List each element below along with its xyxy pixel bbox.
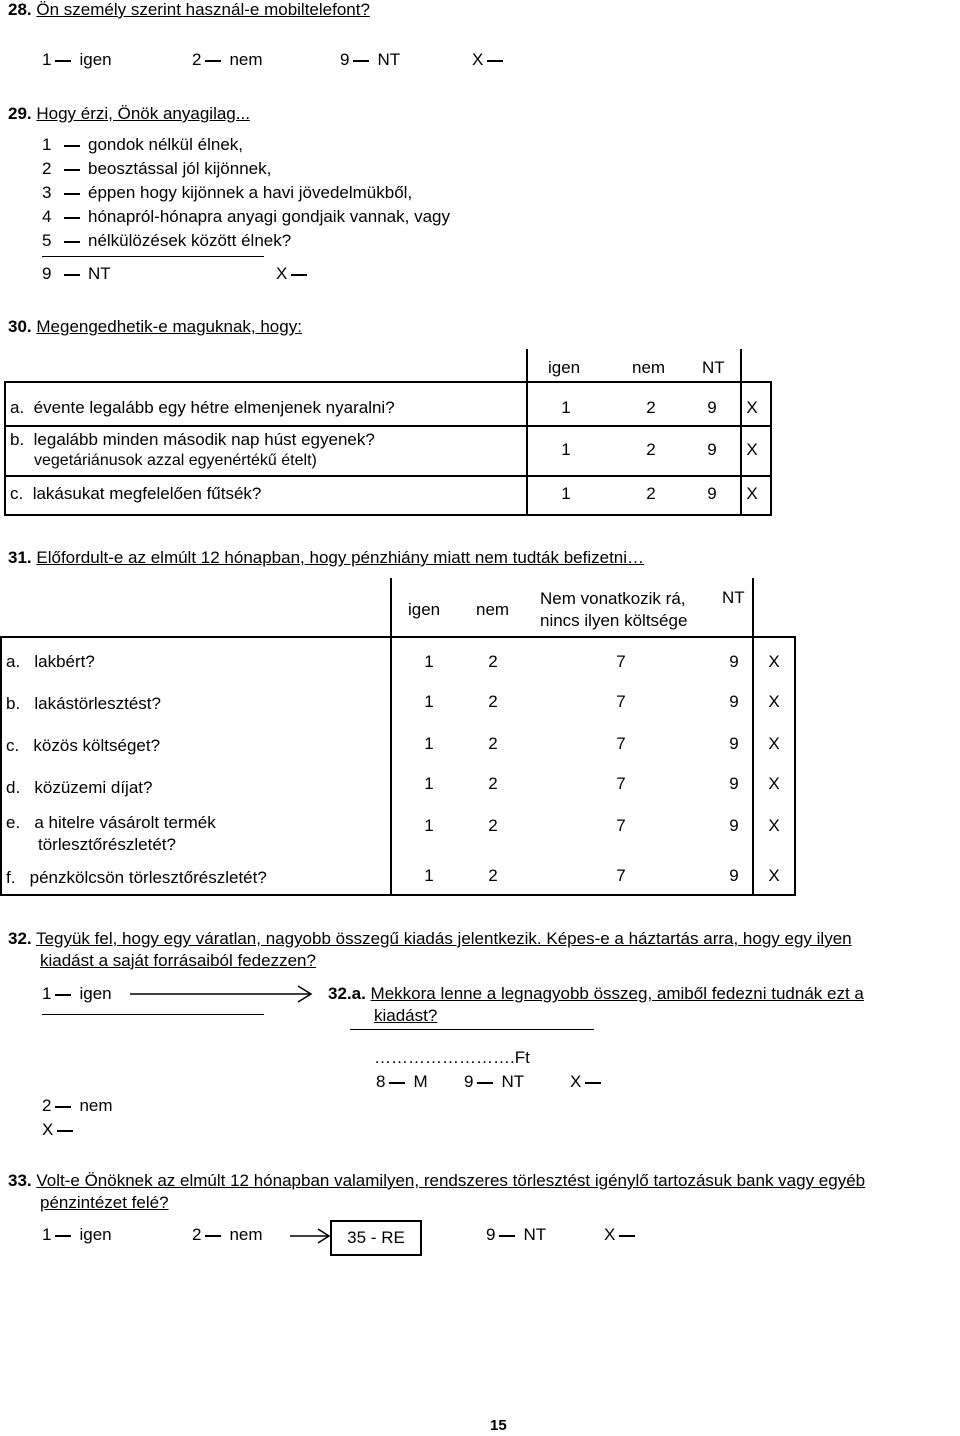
- q33-title-line1: [8, 1171, 865, 1191]
- q30-row-b-code-2[interactable]: 2: [646, 440, 656, 459]
- q31-row-f-code-7[interactable]: 7: [616, 866, 626, 885]
- q31-number: 31.: [8, 548, 32, 567]
- q32a-code-8-code: 8: [376, 1072, 386, 1091]
- q31-row-e-code-2[interactable]: 2: [488, 816, 498, 835]
- q28-option-x-code: X: [472, 50, 484, 69]
- dash-icon: [64, 169, 80, 171]
- q30-row-b-code-9[interactable]: 9: [707, 440, 717, 459]
- q29-option-3[interactable]: [42, 183, 412, 203]
- q30-row-b-letter: b.: [10, 430, 25, 449]
- q31-header-nincs-koltseg: nincs ilyen költsége: [540, 611, 688, 630]
- q30-row-a-letter: a.: [10, 398, 25, 417]
- q31-row-c-letter: c.: [6, 736, 20, 755]
- q33-option-2[interactable]: [192, 1225, 263, 1245]
- q29-number: 29.: [8, 104, 32, 123]
- q31-row-e-text2: törlesztőrészletét?: [38, 835, 176, 854]
- q29-option-4[interactable]: [42, 207, 450, 227]
- q31-row-f-code-9[interactable]: 9: [729, 866, 739, 885]
- q31-row-b-code-1[interactable]: 1: [424, 692, 434, 711]
- dash-icon: [64, 241, 80, 243]
- q32a-code-x-code: X: [570, 1072, 582, 1091]
- q31-row-f-code-1[interactable]: 1: [424, 866, 434, 885]
- q28-option-1-code: 1: [42, 50, 52, 69]
- q30-table-line: [526, 349, 528, 381]
- q29-option-4-code: 4: [42, 207, 52, 226]
- q29-option-9-label: NT: [88, 264, 111, 283]
- q28-option-9-code: 9: [340, 50, 350, 69]
- q32a-code-8[interactable]: [376, 1072, 428, 1092]
- q31-table-line: [390, 636, 392, 894]
- q31-row-b-code-x[interactable]: X: [768, 692, 780, 711]
- q30-title: [8, 317, 302, 337]
- dash-icon: [585, 1082, 601, 1084]
- dash-icon: [487, 60, 503, 62]
- q31-row-a-letter: a.: [6, 652, 21, 671]
- q31-row-f-letter: f.: [6, 868, 16, 887]
- q31-row-e-code-x[interactable]: X: [768, 816, 780, 835]
- dash-icon: [477, 1082, 493, 1084]
- dash-icon: [619, 1235, 635, 1237]
- q31-row-e-code-7[interactable]: 7: [616, 816, 626, 835]
- q30-row-a-code-9[interactable]: 9: [707, 398, 717, 417]
- q31-header-nt: NT: [722, 588, 745, 607]
- dash-icon: [291, 274, 307, 276]
- q31-row-b-text: lakástörlesztést?: [34, 694, 161, 713]
- page-number: 15: [490, 1417, 507, 1434]
- q32-text1: Tegyük fel, hogy egy váratlan, nagyobb összegű kiadás jelentkezik. Képes-e a háztartás arra, hogy egy ilyen: [36, 929, 852, 948]
- q30-header-nt: NT: [702, 358, 725, 377]
- q29-option-1-label: gondok nélkül élnek,: [88, 135, 244, 154]
- q31-row-d-letter: d.: [6, 778, 21, 797]
- q31-row-e: [6, 813, 216, 833]
- q28-option-9[interactable]: [340, 50, 400, 70]
- q32-option-1-code: 1: [42, 984, 52, 1003]
- q28-text: Ön személy szerint használ-e mobiltelefont?: [36, 0, 370, 19]
- q32-option-1[interactable]: [42, 984, 112, 1004]
- q32a-text2: kiadást?: [374, 1006, 438, 1025]
- q30-row-a-code-1[interactable]: 1: [561, 398, 571, 417]
- q31-row-c-code-1[interactable]: 1: [424, 734, 434, 753]
- q32-title-line1: [8, 929, 852, 949]
- q31-row-d-code-7[interactable]: 7: [616, 774, 626, 793]
- dash-icon: [55, 994, 71, 996]
- q31-row-e-letter: e.: [6, 813, 21, 832]
- q32a-title-line1: [328, 984, 864, 1004]
- q30-row-c-code-1[interactable]: 1: [561, 484, 571, 503]
- q30-row-b-text2: vegetáriánusok azzal egyenértékű ételt): [34, 452, 317, 469]
- q32a-separator: [350, 1029, 594, 1030]
- q33-option-x[interactable]: [604, 1225, 643, 1245]
- q32-number: 32.: [8, 929, 32, 948]
- q32a-code-8-label: M: [413, 1072, 428, 1091]
- q29-option-9-code: 9: [42, 264, 52, 283]
- q31-row-a-code-2[interactable]: 2: [488, 652, 498, 671]
- q31-row-d: [6, 778, 152, 798]
- q32-option-x[interactable]: [42, 1120, 81, 1140]
- q30-table-line: [740, 349, 742, 381]
- q31-row-a: [6, 652, 95, 672]
- q30-row-c-letter: c.: [10, 484, 24, 503]
- q28-option-2-code: 2: [192, 50, 202, 69]
- q31-row-a-code-7[interactable]: 7: [616, 652, 626, 671]
- q31-row-b-code-9[interactable]: 9: [729, 692, 739, 711]
- q29-option-9[interactable]: [42, 264, 111, 284]
- q31-row-b-code-2[interactable]: 2: [488, 692, 498, 711]
- q29-option-5-code: 5: [42, 231, 52, 250]
- q31-row-e-code-9[interactable]: 9: [729, 816, 739, 835]
- dash-icon: [55, 1106, 71, 1108]
- q30-row-c-text: lakásukat megfelelően fűtsék?: [32, 484, 262, 503]
- q30-table-line: [526, 381, 528, 514]
- q30-row-c-code-x[interactable]: X: [746, 484, 758, 503]
- q29-option-5-label: nélkülözések között élnek?: [88, 231, 292, 250]
- dash-icon: [55, 1235, 71, 1237]
- q31-row-e-code-1[interactable]: 1: [424, 816, 434, 835]
- q33-option-x-code: X: [604, 1225, 616, 1244]
- q28-option-2[interactable]: [192, 50, 263, 70]
- q29-option-2-label: beosztással jól kijönnek,: [88, 159, 272, 178]
- q30-row-b-code-1[interactable]: 1: [561, 440, 571, 459]
- q33-option-1-code: 1: [42, 1225, 52, 1244]
- q32a-text1: Mekkora lenne a legnagyobb összeg, amiből fedezni tudnák ezt a: [370, 984, 864, 1003]
- q29-option-1[interactable]: [42, 135, 243, 155]
- q32-separator: [42, 1014, 264, 1015]
- arrow-right-icon: [130, 984, 316, 1004]
- q31-row-f: [6, 868, 267, 888]
- dash-icon: [64, 145, 80, 147]
- q31-row-d-text: közüzemi díjat?: [34, 778, 153, 797]
- q32a-number: 32.a.: [328, 984, 366, 1003]
- q31-table: [0, 636, 796, 896]
- q33-number: 33.: [8, 1171, 32, 1190]
- dash-icon: [64, 274, 80, 276]
- q33-text2: pénzintézet felé?: [40, 1193, 169, 1212]
- q30-text: Megengedhetik-e maguknak, hogy:: [36, 317, 302, 336]
- q32a-code-9-code: 9: [464, 1072, 474, 1091]
- q32-option-2-code: 2: [42, 1096, 52, 1115]
- q31-table-line: [390, 578, 392, 636]
- dash-icon: [499, 1235, 515, 1237]
- q31-row-d-code-2[interactable]: 2: [488, 774, 498, 793]
- dash-icon: [57, 1130, 73, 1132]
- q31-row-c-code-x[interactable]: X: [768, 734, 780, 753]
- dash-icon: [64, 217, 80, 219]
- dash-icon: [353, 60, 369, 62]
- q30-row-b-text: legalább minden második nap húst egyenek?: [33, 430, 375, 449]
- q31-row-f-text: pénzkölcsön törlesztőrészletét?: [29, 868, 267, 887]
- q31-row-a-text: lakbért?: [34, 652, 95, 671]
- q30-row-c-code-9[interactable]: 9: [707, 484, 717, 503]
- q31-row-d-code-x[interactable]: X: [768, 774, 780, 793]
- q29-separator: [42, 256, 264, 257]
- q30-row-b-code-x[interactable]: X: [746, 440, 758, 459]
- q32-text2: kiadást a saját forrásaiból fedezzen?: [40, 951, 316, 970]
- q31-header-igen: igen: [408, 600, 441, 619]
- q29-option-5[interactable]: [42, 231, 291, 251]
- arrow-right-icon: [290, 1226, 334, 1246]
- q33-jump-box: 35 - RE: [330, 1220, 422, 1256]
- q28-title: [8, 0, 370, 20]
- q31-row-f-code-2[interactable]: 2: [488, 866, 498, 885]
- dash-icon: [389, 1082, 405, 1084]
- q29-option-x-code: X: [276, 264, 288, 283]
- q28-option-1[interactable]: [42, 50, 112, 70]
- q32a-code-9-label: NT: [501, 1072, 525, 1091]
- q33-text1: Volt-e Önöknek az elmúlt 12 hónapban valamilyen, rendszeres törlesztést igénylő tartozásuk bank vagy egyéb: [36, 1171, 866, 1190]
- q28-option-9-label: NT: [377, 50, 401, 69]
- q30-row-separator: [4, 425, 770, 427]
- q32-option-2-label: nem: [79, 1096, 113, 1115]
- q31-table-line: [752, 636, 754, 894]
- q28-option-x[interactable]: [472, 50, 511, 70]
- q33-option-9-code: 9: [486, 1225, 496, 1244]
- q33-option-2-label: nem: [229, 1225, 263, 1244]
- dash-icon: [55, 60, 71, 62]
- q31-row-b-code-7[interactable]: 7: [616, 692, 626, 711]
- q29-option-3-code: 3: [42, 183, 52, 202]
- q33-option-2-code: 2: [192, 1225, 202, 1244]
- q32a-amount-field[interactable]: …………………….Ft: [374, 1048, 530, 1067]
- q30-number: 30.: [8, 317, 32, 336]
- q29-text: Hogy érzi, Önök anyagilag...: [36, 104, 250, 123]
- q28-option-2-label: nem: [229, 50, 263, 69]
- q29-option-2-code: 2: [42, 159, 52, 178]
- q33-option-9[interactable]: [486, 1225, 546, 1245]
- q29-option-1-code: 1: [42, 135, 52, 154]
- q32-option-2[interactable]: [42, 1096, 113, 1116]
- q30-row-a-code-x[interactable]: X: [746, 398, 758, 417]
- q31-row-a-code-9[interactable]: 9: [729, 652, 739, 671]
- q29-option-2[interactable]: [42, 159, 271, 179]
- dash-icon: [205, 60, 221, 62]
- dash-icon: [64, 193, 80, 195]
- q32a-code-9[interactable]: [464, 1072, 524, 1092]
- q29-option-4-label: hónapról-hónapra anyagi gondjaik vannak, vagy: [88, 207, 450, 226]
- q32a-code-x[interactable]: [570, 1072, 609, 1092]
- q31-text: Előfordult-e az elmúlt 12 hónapban, hogy pénzhiány miatt nem tudták befizetni…: [36, 548, 645, 567]
- q30-row-c: [10, 484, 261, 504]
- q33-option-1[interactable]: [42, 1225, 112, 1245]
- q30-row-separator: [4, 475, 770, 477]
- q31-row-a-code-1[interactable]: 1: [424, 652, 434, 671]
- q28-number: 28.: [8, 0, 32, 19]
- q33-option-9-label: NT: [523, 1225, 547, 1244]
- q29-option-3-label: éppen hogy kijönnek a havi jövedelmükből,: [88, 183, 413, 202]
- q29-title: [8, 104, 250, 124]
- q31-row-c-code-7[interactable]: 7: [616, 734, 626, 753]
- q31-header-nem: nem: [476, 600, 510, 619]
- q29-option-x[interactable]: [276, 264, 315, 284]
- q31-row-c: [6, 736, 160, 756]
- q30-row-b: [10, 430, 375, 450]
- q28-option-1-label: igen: [79, 50, 112, 69]
- q31-row-c-code-9[interactable]: 9: [729, 734, 739, 753]
- q31-row-d-code-1[interactable]: 1: [424, 774, 434, 793]
- q31-table-line: [752, 578, 754, 636]
- q30-header-igen: igen: [548, 358, 581, 377]
- q31-row-c-code-2[interactable]: 2: [488, 734, 498, 753]
- q31-title: [8, 548, 644, 568]
- q33-option-1-label: igen: [79, 1225, 112, 1244]
- q30-row-a-code-2[interactable]: 2: [646, 398, 656, 417]
- q31-row-e-text: a hitelre vásárolt termék: [34, 813, 216, 832]
- q31-row-a-code-x[interactable]: X: [768, 652, 780, 671]
- q30-row-c-code-2[interactable]: 2: [646, 484, 656, 503]
- q30-header-nem: nem: [632, 358, 666, 377]
- q31-header-nem-vonatkozik: Nem vonatkozik rá,: [540, 589, 686, 608]
- q31-row-c-text: közös költséget?: [33, 736, 161, 755]
- q32-option-x-code: X: [42, 1120, 54, 1139]
- dash-icon: [205, 1235, 221, 1237]
- q32-option-1-label: igen: [79, 984, 112, 1003]
- q30-row-a-text: évente legalább egy hétre elmenjenek nyaralni?: [33, 398, 395, 417]
- q30-row-a: [10, 398, 395, 418]
- q31-row-b: [6, 694, 161, 714]
- q31-row-b-letter: b.: [6, 694, 21, 713]
- q31-row-d-code-9[interactable]: 9: [729, 774, 739, 793]
- q31-row-f-code-x[interactable]: X: [768, 866, 780, 885]
